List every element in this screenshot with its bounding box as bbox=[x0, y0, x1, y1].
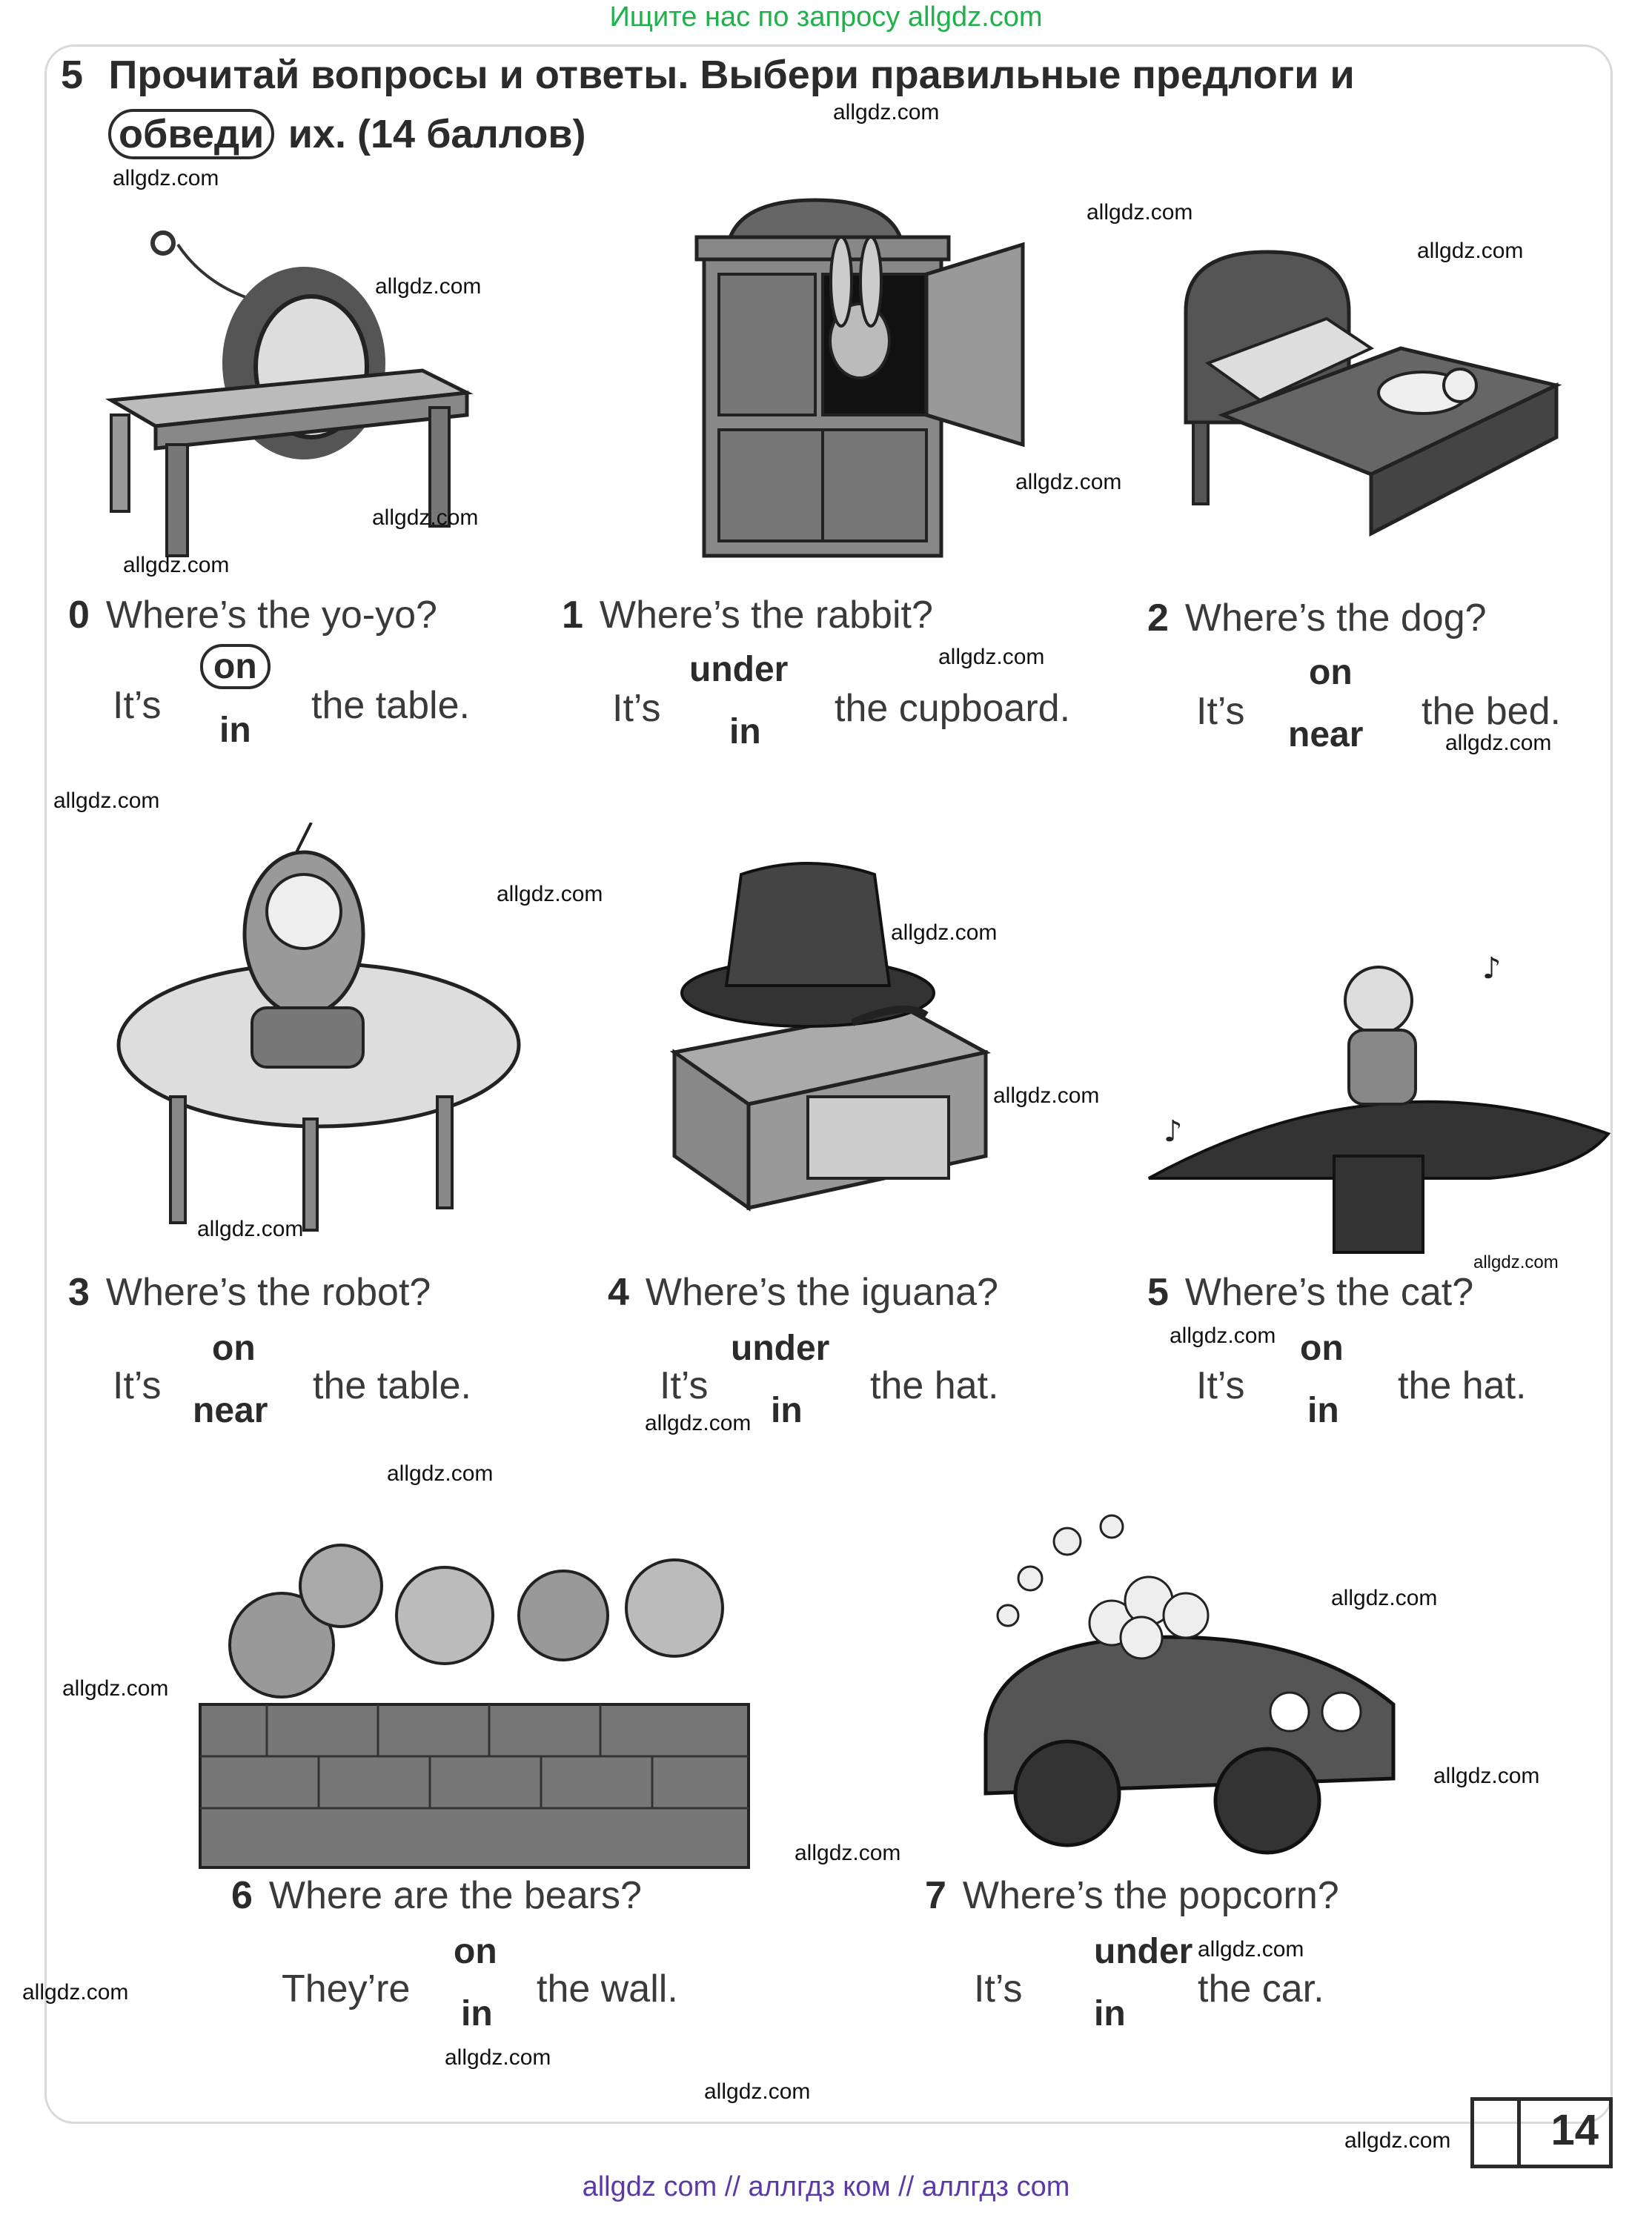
answer-suffix-1: the cupboard. bbox=[835, 687, 1071, 730]
option-6-b[interactable]: in bbox=[461, 1994, 493, 2033]
item-number-0: 0 bbox=[68, 594, 90, 637]
option-2-b[interactable]: near bbox=[1288, 715, 1364, 754]
top-banner: Ищите нас по запросу allgdz.com bbox=[609, 1, 1043, 33]
watermark: allgdz.com bbox=[1473, 1252, 1559, 1272]
watermark: allgdz.com bbox=[704, 2079, 811, 2104]
question-text-7: Where’s the popcorn? bbox=[962, 1874, 1339, 1917]
bottom-banner: allgdz com // аллгдз ком // аллгдз com bbox=[582, 2171, 1070, 2202]
svg-text:♪: ♪ bbox=[1164, 1115, 1183, 1149]
watermark: allgdz.com bbox=[113, 166, 219, 190]
option-5-b[interactable]: in bbox=[1307, 1391, 1339, 1430]
task-header bbox=[61, 52, 1355, 98]
answer-prefix-1: It’s bbox=[612, 687, 661, 730]
option-1-b[interactable]: in bbox=[729, 712, 761, 751]
watermark: allgdz.com bbox=[1433, 1764, 1540, 1788]
question-text-6: Where are the bears? bbox=[268, 1874, 642, 1917]
watermark: allgdz.com bbox=[795, 1841, 901, 1865]
answer-suffix-0: the table. bbox=[311, 684, 470, 727]
option-7-b[interactable]: in bbox=[1094, 1994, 1126, 2033]
watermark: allgdz.com bbox=[645, 1411, 752, 1435]
answer-prefix-0: It’s bbox=[113, 684, 162, 727]
rabbit-in-cupboard-picture bbox=[682, 193, 1038, 571]
question-text-4: Where’s the iguana? bbox=[645, 1271, 998, 1314]
question-text-5: Where’s the cat? bbox=[1184, 1271, 1474, 1314]
option-6-a[interactable]: on bbox=[454, 1932, 497, 1971]
task-title-line1: Прочитай вопросы и ответы. Выбери правильные предлоги и bbox=[108, 53, 1355, 97]
question-0 bbox=[68, 593, 437, 637]
dog-on-bed-picture bbox=[1178, 237, 1564, 563]
item-number-3: 3 bbox=[68, 1271, 90, 1314]
task-header-line2 bbox=[108, 111, 586, 157]
answer-suffix-2: the bed. bbox=[1422, 690, 1561, 733]
watermark: allgdz.com bbox=[53, 788, 160, 813]
answer-prefix-5: It’s bbox=[1196, 1364, 1245, 1407]
page-number-box bbox=[1470, 2097, 1613, 2168]
option-2-a[interactable]: on bbox=[1309, 653, 1353, 692]
question-3 bbox=[68, 1270, 431, 1315]
watermark: allgdz.com bbox=[62, 1676, 169, 1701]
watermark: allgdz.com bbox=[445, 2045, 551, 2070]
watermark: allgdz.com bbox=[1015, 470, 1122, 494]
watermark: allgdz.com bbox=[497, 882, 603, 906]
answer-prefix-2: It’s bbox=[1196, 690, 1245, 733]
question-text-3: Where’s the robot? bbox=[105, 1271, 431, 1314]
watermark: allgdz.com bbox=[1417, 239, 1524, 263]
option-7-a[interactable]: under bbox=[1094, 1932, 1193, 1971]
watermark: allgdz.com bbox=[387, 1461, 494, 1486]
watermark: allgdz.com bbox=[1198, 1937, 1304, 1962]
watermark: allgdz.com bbox=[1087, 200, 1193, 225]
option-3-a[interactable]: on bbox=[212, 1329, 256, 1368]
item-number-5: 5 bbox=[1147, 1271, 1169, 1314]
answer-suffix-7: the car. bbox=[1198, 1967, 1324, 2010]
iguana-under-hat-picture bbox=[660, 860, 1030, 1215]
item-number-6: 6 bbox=[231, 1874, 253, 1917]
option-3-b[interactable]: near bbox=[193, 1391, 268, 1430]
watermark: allgdz.com bbox=[1331, 1586, 1438, 1610]
question-text-1: Where’s the rabbit? bbox=[599, 594, 933, 637]
watermark: allgdz.com bbox=[197, 1217, 304, 1241]
watermark: allgdz.com bbox=[891, 920, 998, 945]
watermark: allgdz.com bbox=[938, 645, 1045, 669]
option-4-a[interactable]: under bbox=[731, 1329, 830, 1368]
answer-suffix-4: the hat. bbox=[870, 1364, 999, 1407]
watermark: allgdz.com bbox=[372, 505, 479, 530]
task-title-line2: их. (14 баллов) bbox=[288, 112, 586, 156]
item-number-7: 7 bbox=[925, 1874, 946, 1917]
popcorn-in-car-picture bbox=[919, 1512, 1423, 1860]
item-number-2: 2 bbox=[1147, 597, 1169, 640]
answer-prefix-4: It’s bbox=[660, 1364, 709, 1407]
watermark: allgdz.com bbox=[993, 1083, 1100, 1108]
question-1 bbox=[562, 593, 933, 637]
option-0-a[interactable]: on bbox=[200, 646, 271, 687]
watermark: allgdz.com bbox=[1445, 731, 1552, 755]
answer-suffix-3: the table. bbox=[313, 1364, 471, 1407]
answer-prefix-7: It’s bbox=[974, 1967, 1023, 2010]
option-0-b[interactable]: in bbox=[219, 711, 251, 750]
watermark: allgdz.com bbox=[375, 274, 482, 299]
option-4-b[interactable]: in bbox=[771, 1391, 803, 1430]
robot-near-table-picture bbox=[111, 823, 526, 1238]
question-4 bbox=[608, 1270, 998, 1315]
circled-word: обведи bbox=[108, 109, 274, 159]
answer-suffix-5: the hat. bbox=[1398, 1364, 1527, 1407]
bears-on-wall-picture bbox=[193, 1534, 756, 1875]
watermark: allgdz.com bbox=[22, 1980, 129, 2005]
page-number: 14 bbox=[1550, 2106, 1599, 2154]
item-number-1: 1 bbox=[562, 594, 583, 637]
cat-on-hat-picture bbox=[1134, 934, 1623, 1260]
question-text-0: Where’s the yo-yo? bbox=[105, 594, 437, 637]
question-text-2: Where’s the dog? bbox=[1184, 597, 1487, 640]
question-2 bbox=[1147, 596, 1487, 640]
question-6 bbox=[231, 1873, 642, 1918]
answer-suffix-6: the wall. bbox=[537, 1967, 678, 2010]
watermark: allgdz.com bbox=[833, 100, 940, 124]
option-5-a[interactable]: on bbox=[1300, 1329, 1344, 1368]
option-1-a[interactable]: under bbox=[689, 650, 789, 689]
answer-prefix-6: They’re bbox=[282, 1967, 411, 2010]
question-5 bbox=[1147, 1270, 1473, 1315]
watermark: allgdz.com bbox=[1170, 1324, 1276, 1348]
watermark: allgdz.com bbox=[123, 553, 230, 577]
task-number: 5 bbox=[61, 53, 84, 97]
item-number-4: 4 bbox=[608, 1271, 629, 1314]
svg-text:♪: ♪ bbox=[1482, 952, 1502, 986]
question-7 bbox=[925, 1873, 1339, 1918]
answer-prefix-3: It’s bbox=[113, 1364, 162, 1407]
watermark: allgdz.com bbox=[1344, 2128, 1451, 2153]
